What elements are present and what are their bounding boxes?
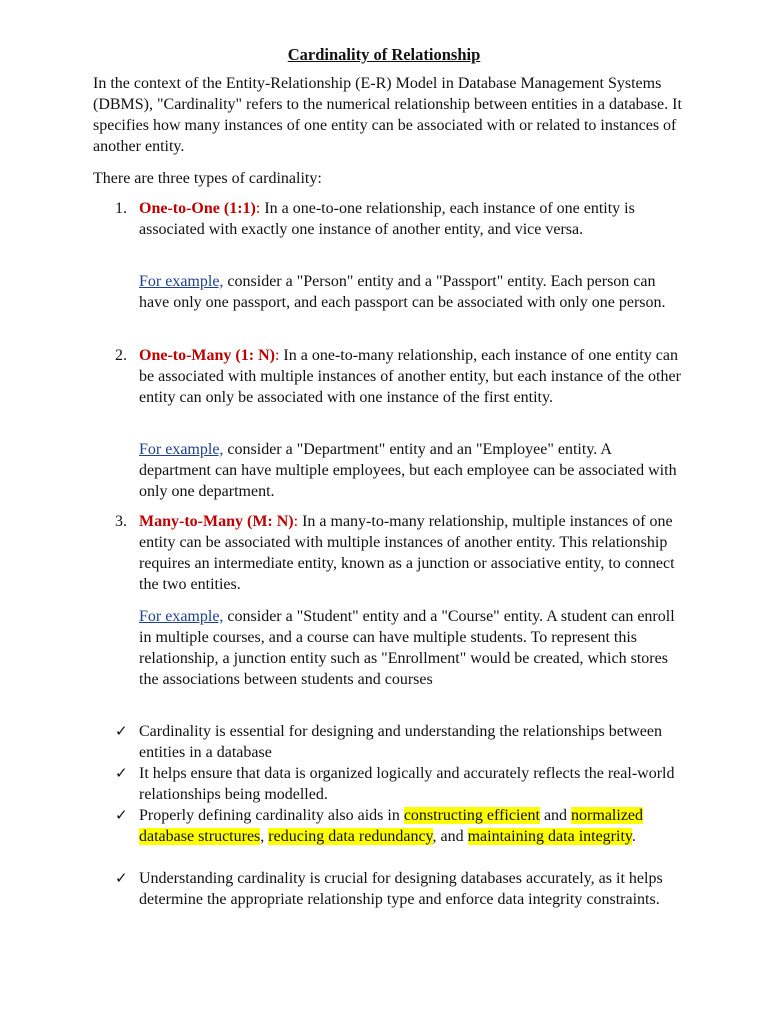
highlighted-phrase: normalized database structures (139, 807, 644, 845)
intro-paragraph: In the context of the Entity-Relationship (E-R) Model in Database Management Systems (DBMS), "Cardinality" refers to the numerical relationship between entities in a database. It specifies how many instances of one entity can be associated with or related to instances of another entity. (93, 75, 682, 155)
bullet-text (139, 805, 684, 847)
highlighted-phrase: maintaining data integrity (467, 828, 632, 845)
types-intro: There are three types of cardinality: (93, 170, 322, 187)
list-number: 1. (115, 200, 127, 217)
term-label: One-to-One (1:1) (139, 200, 256, 217)
bullet-text-part: , (260, 828, 269, 845)
example-label: For example, (139, 608, 224, 625)
term-label: One-to-Many (1: N) (139, 347, 275, 364)
list-item-text (139, 511, 684, 595)
bullet-text-part: and (539, 807, 572, 824)
term-colon: : (255, 200, 261, 217)
bullet-text-part: . (631, 828, 636, 845)
example-text: consider a "Student" entity and a "Course" entity. A student can enroll in multiple courses, and a course can have multiple students. To represent this relationship, a junction entity such as "Enrollment" would be created, which stores the associations between students and courses (139, 608, 675, 688)
example-label: For example, (139, 441, 224, 458)
bullet-text: It helps ensure that data is organized logically and accurately reflects the real-world relationships being modelled. (139, 765, 675, 803)
term-description: In a one-to-many relationship, each instance of one entity can be associated with multiple instances of another entity, but each instance of the other entity can only be associated with one instance of the first entity. (139, 347, 681, 406)
highlighted-phrase: constructing efficient (403, 807, 540, 824)
bullet-text: Cardinality is essential for designing and understanding the relationships between entities in a database (139, 723, 662, 761)
example-paragraph (139, 606, 684, 690)
bullet-text-part: , and (432, 828, 468, 845)
checkmark-icon: ✓ (115, 806, 128, 824)
term-description: In a one-to-one relationship, each instance of one entity is associated with exactly one instance of another entity, and vice versa. (139, 200, 635, 238)
highlighted-phrase: reducing data redundancy (268, 828, 433, 845)
example-paragraph (139, 439, 684, 502)
term-label: Many-to-Many (M: N) (139, 513, 294, 530)
term-description: In a many-to-many relationship, multiple instances of one entity can be associated with multiple instances of another entity. This relationship requires an intermediate entity, known as a junction or associative entity, to connect the two entities. (139, 513, 675, 593)
page-title: Cardinality of Relationship (287, 45, 481, 64)
example-text: consider a "Person" entity and a "Passport" entity. Each person can have only one passport, and each passport can be associated with only one person. (139, 273, 666, 311)
checkmark-icon: ✓ (115, 764, 128, 782)
list-item-text (139, 198, 684, 240)
list-item-text (139, 345, 684, 408)
term-colon: : (293, 513, 299, 530)
list-number: 3. (115, 513, 127, 530)
bullet-text-part: Properly defining cardinality also aids in (139, 807, 404, 824)
bullet-text: Understanding cardinality is crucial for designing databases accurately, as it helps determine the appropriate relationship type and enforce data integrity constraints. (139, 870, 663, 908)
example-text: consider a "Department" entity and an "Employee" entity. A department can have multiple employees, but each employee can be associated with only one department. (139, 441, 677, 500)
example-paragraph (139, 271, 684, 313)
list-number: 2. (115, 347, 127, 364)
term-colon: : (274, 347, 280, 364)
checkmark-icon: ✓ (115, 869, 128, 887)
example-label: For example, (139, 273, 224, 290)
checkmark-icon: ✓ (115, 722, 128, 740)
